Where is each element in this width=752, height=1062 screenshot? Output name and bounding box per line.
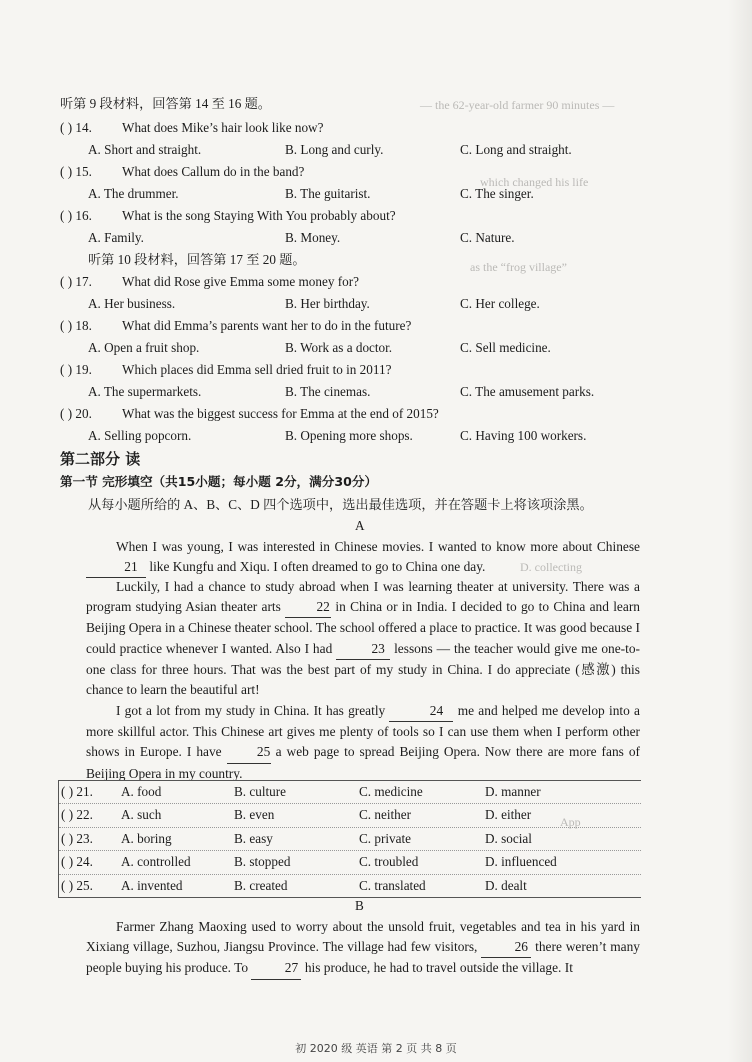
options-21-b[interactable]: B. culture: [234, 784, 287, 799]
question-17-text: What did Rose give Emma some money for?: [122, 274, 359, 289]
options-row-21: [59, 781, 641, 804]
passage-a-p1-text: When I was young, I was interested in Chinese movies. I wanted to know more about Chinese: [116, 539, 640, 554]
options-24-c[interactable]: C. troubled: [359, 854, 419, 870]
section-10-intro: 听第 10 段材料，回答第 17 至 20 题。: [88, 252, 306, 267]
passage-a-p3-text-cont: me and helped me develop into a more skillful actor. This Chinese art gives me plenty of tools so I can use them when I perform other shows in Europe. I have: [86, 703, 640, 760]
options-21-a[interactable]: A. food: [121, 784, 162, 799]
blank-22[interactable]: 22: [285, 597, 331, 618]
blank-26[interactable]: 26: [481, 937, 531, 958]
blank-21[interactable]: 21: [86, 557, 146, 578]
options-25-c[interactable]: C. translated: [359, 877, 426, 893]
question-14-option-a[interactable]: A. Short and straight.: [88, 142, 202, 157]
question-19-number[interactable]: ( ) 19.: [60, 362, 92, 377]
blank-25[interactable]: 25: [227, 742, 271, 763]
question-15-text: What does Callum do in the band?: [122, 164, 305, 179]
passage-b-p1-text-end: his produce, he had to travel outside the village. It: [304, 960, 573, 976]
blank-23[interactable]: 23: [336, 639, 390, 660]
question-20-option-b[interactable]: B. Opening more shops.: [285, 428, 413, 443]
question-15-option-c[interactable]: C. The singer.: [460, 186, 534, 201]
question-15-option-a[interactable]: A. The drummer.: [88, 186, 179, 201]
section-9-intro: 听第 9 段材料，回答第 14 至 16 题。: [60, 96, 271, 111]
options-25-d[interactable]: D. dealt: [485, 877, 527, 893]
options-row-24: [59, 851, 641, 874]
question-19-option-b[interactable]: B. The cinemas.: [285, 384, 371, 399]
question-19-option-c[interactable]: C. The amusement parks.: [460, 384, 595, 399]
scan-edge-shadow: [728, 0, 752, 1062]
question-16-option-c[interactable]: C. Nature.: [460, 230, 515, 245]
passage-b-paragraph-1: [86, 917, 640, 980]
question-18-option-c[interactable]: C. Sell medicine.: [460, 340, 551, 355]
options-22-d[interactable]: D. either: [485, 807, 532, 823]
question-20-option-a[interactable]: A. Selling popcorn.: [88, 428, 192, 443]
bleed-through-text: App: [560, 815, 581, 829]
question-14-option-c[interactable]: C. Long and straight.: [460, 142, 572, 157]
question-18-option-b[interactable]: B. Work as a doctor.: [285, 340, 393, 355]
options-row-23: [59, 828, 641, 851]
question-19-text: Which places did Emma sell dried fruit to in 2011?: [122, 362, 392, 377]
page-footer: 初 2020 级 英语 第 2 页 共 8 页: [295, 1042, 457, 1055]
options-24-number[interactable]: ( ) 24.: [61, 854, 93, 870]
passage-a-p1-text-cont: like Kungfu and Xiqu. I often dreamed to go to China one day.: [149, 559, 486, 575]
options-25-b[interactable]: B. created: [234, 877, 288, 893]
passage-b-label: B: [355, 898, 364, 913]
options-table: [58, 780, 641, 898]
passage-a-p3-text: I got a lot from my study in China. It has greatly: [116, 703, 386, 718]
passage-a-p2-text-end: lessons — the teacher would give me one-to-one class for three hours. That was the best part of my study in China. I do appreciate (感激) this chance to learn the beautiful art!: [86, 640, 640, 698]
options-21-d[interactable]: D. manner: [485, 784, 541, 799]
bleed-through-text: — the 62-year-old farmer 90 minutes —: [420, 98, 615, 112]
passage-a-paragraph-1: [86, 537, 640, 578]
section-1-title: 第一节 完形填空（共15小题；每小题 2分，满分30分）: [60, 474, 378, 489]
options-21-c[interactable]: C. medicine: [359, 784, 423, 799]
question-18-text: What did Emma’s parents want her to do in the future?: [122, 318, 412, 333]
question-18-option-a[interactable]: A. Open a fruit shop.: [88, 340, 200, 355]
options-22-number[interactable]: ( ) 22.: [61, 807, 93, 823]
options-25-number[interactable]: ( ) 25.: [61, 877, 93, 893]
passage-a-p2-text: Luckily, I had a chance to study abroad when I was learning theater at university. There was a program studying Asian theater arts: [86, 579, 640, 615]
bleed-through-text: as the “frog village”: [470, 260, 567, 274]
question-16-option-a[interactable]: A. Family.: [88, 230, 144, 245]
options-23-b[interactable]: B. easy: [234, 830, 273, 846]
options-23-number[interactable]: ( ) 23.: [61, 830, 93, 846]
passage-a-p3-text-end: a web page to spread Beijing Opera. Now there are more fans of Beijing Opera in my country.: [86, 744, 641, 781]
options-25-a[interactable]: A. invented: [121, 877, 183, 893]
options-22-b[interactable]: B. even: [234, 807, 275, 823]
question-16-option-b[interactable]: B. Money.: [285, 230, 341, 245]
options-23-d[interactable]: D. social: [485, 830, 532, 846]
bleed-through-text: D. collecting: [520, 560, 582, 574]
question-17-option-b[interactable]: B. Her birthday.: [285, 296, 370, 311]
passage-b-p1-text-cont: there weren’t many people buying his produce. To: [86, 939, 640, 976]
options-22-a[interactable]: A. such: [121, 807, 162, 823]
passage-a-paragraph-3: [86, 701, 640, 784]
options-24-b[interactable]: B. stopped: [234, 854, 291, 870]
question-19-option-a[interactable]: A. The supermarkets.: [88, 384, 202, 399]
question-20-option-c[interactable]: C. Having 100 workers.: [460, 428, 587, 443]
question-17-number[interactable]: ( ) 17.: [60, 274, 92, 289]
instruction-text: 从每小题所给的 A、B、C、D 四个选项中，选出最佳选项，并在答题卡上将该项涂黑。: [88, 497, 593, 512]
options-row-22: [59, 804, 641, 827]
question-20-text: What was the biggest success for Emma at the end of 2015?: [122, 406, 439, 421]
question-17-option-c[interactable]: C. Her college.: [460, 296, 540, 311]
question-15-option-b[interactable]: B. The guitarist.: [285, 186, 371, 201]
passage-b-p1-text: Farmer Zhang Maoxing used to worry about the unsold fruit, vegetables and tea in his yard in Xixiang village, Suzhou, Jiangsu Province. The village had few visitors,: [86, 919, 640, 955]
question-14-number[interactable]: ( ) 14.: [60, 120, 92, 135]
question-14-option-b[interactable]: B. Long and curly.: [285, 142, 384, 157]
question-20-number[interactable]: ( ) 20.: [60, 406, 92, 421]
blank-27[interactable]: 27: [251, 958, 301, 979]
passage-a-paragraph-2: [86, 577, 640, 700]
question-15-number[interactable]: ( ) 15.: [60, 164, 92, 179]
options-21-number[interactable]: ( ) 21.: [61, 784, 93, 799]
blank-24[interactable]: 24: [389, 701, 453, 722]
question-18-number[interactable]: ( ) 18.: [60, 318, 92, 333]
options-24-d[interactable]: D. influenced: [485, 854, 557, 870]
options-23-a[interactable]: A. boring: [121, 830, 172, 846]
passage-a-label: A: [355, 518, 365, 533]
question-14-text: What does Mike’s hair look like now?: [122, 120, 324, 135]
options-23-c[interactable]: C. private: [359, 830, 412, 846]
options-22-c[interactable]: C. neither: [359, 807, 412, 823]
question-16-number[interactable]: ( ) 16.: [60, 208, 92, 223]
options-24-a[interactable]: A. controlled: [121, 854, 191, 870]
question-16-text: What is the song Staying With You probably about?: [122, 208, 396, 223]
options-row-25: [59, 875, 641, 897]
passage-a-p2-text-cont: in China or in India. I decided to go to China and learn Beijing Opera in a Chinese theater school. The school offered a place to practice. It was good because I could practice whenever I wanted. Also I had: [86, 599, 640, 656]
bleed-through-text: which changed his life: [480, 175, 589, 189]
question-17-option-a[interactable]: A. Her business.: [88, 296, 176, 311]
part-2-title: 第二部分 读: [60, 450, 141, 468]
